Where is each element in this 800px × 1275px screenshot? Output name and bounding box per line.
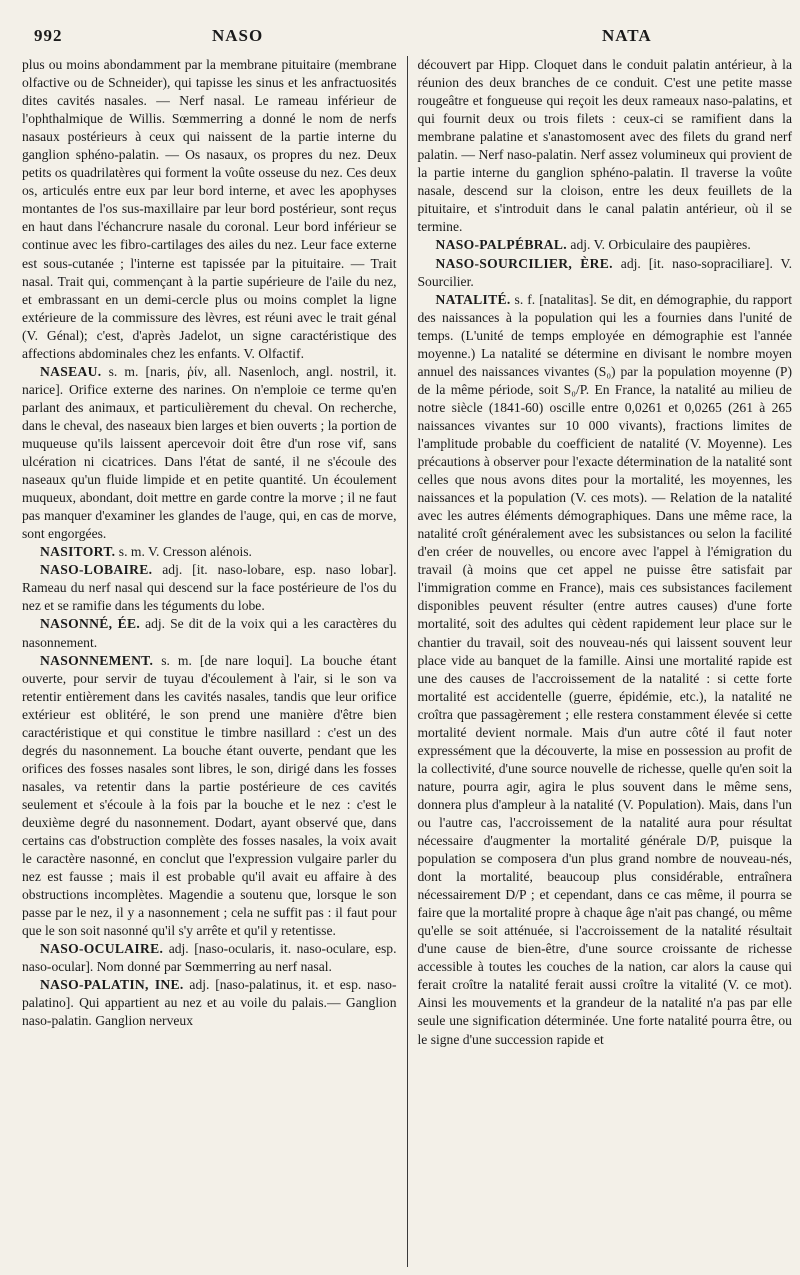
entry-body: adj. [it. naso-lobare, esp. naso lobar]. Rameau du nerf nasal qui descend sur la face postérieure de l'os du nez et se ramifie dans les téguments du lobe. bbox=[22, 562, 397, 614]
entry-natalite bbox=[417, 291, 792, 1049]
left-running-head: NASO bbox=[212, 26, 264, 45]
entry-naso-palatin bbox=[22, 976, 397, 1030]
entry-nasonnement bbox=[22, 652, 397, 941]
entry-naso-sourcilier bbox=[417, 255, 792, 291]
entry-body: s. m. V. Cresson alénois. bbox=[118, 544, 252, 560]
running-header bbox=[22, 0, 788, 44]
left-column bbox=[22, 56, 397, 1267]
right-column bbox=[417, 56, 792, 1267]
entry-nasonne bbox=[22, 615, 397, 651]
headword: NASO-PALATIN, INE. bbox=[40, 977, 184, 993]
entry-naso-lobaire bbox=[22, 561, 397, 615]
headword: NASO-OCULAIRE. bbox=[40, 941, 164, 957]
entry-body: adj. V. Orbiculaire des paupières. bbox=[570, 237, 751, 253]
headword: NASO-PALPÉBRAL. bbox=[435, 237, 567, 253]
entry-body: adj. [naso-palatinus, it. et esp. naso-palatino]. Qui appartient au nez et au voile du palais.— Ganglion naso-palatin. Ganglion nerveux bbox=[22, 977, 397, 1029]
entry-body: adj. [naso-ocularis, it. naso-oculare, esp. naso-ocular]. Nom donné par Sœmmerring au nerf nasal. bbox=[22, 941, 397, 975]
entry-naso-palpebral bbox=[417, 236, 792, 254]
headword: NASONNÉ, ÉE. bbox=[40, 616, 141, 632]
headword: NASO-LOBAIRE. bbox=[40, 562, 153, 578]
two-column-body bbox=[22, 56, 792, 1267]
headword: NASONNEMENT. bbox=[40, 652, 154, 668]
headword: NASEAU. bbox=[40, 363, 102, 379]
entry-body: s. m. [de nare loqui]. La bouche étant ouverte, pour servir de tuyau d'écoulement à l'air, si le son va retentir entièrement dans les cavités nasales, tandis que leur orifice extérieur est oblitéré, le son prend une manière d'être bien caractéristique et qui constitue le timbre nasillard : c'est un des degrés du nasonnement. La bouche étant ouverte, pendant que les orifices des fosses nasales sont libres, le son, dirigé dans les fosses nasales, va retentir dans la partie postérieure de ces cavités seulement et s'écoule à la fois par la bouche et le nez : c'est le deuxième degré du nasonnement. Dodart, ayant observé que, dans certains cas d'obstruction complète des fosses nasales, la voix avait le caractère nasonné, en conclut que l'expression vulgaire parler du nez est fausse ; mais il est probable qu'il avait eu affaire à des obstructions incomplètes. Magendie a soutenu que, lorsque le son passe par le nez, il y a nasonnement ; cela ne suffit pas : il faut pour que le son soit nasonné qu'il s'y arrête et qu'il y retentisse. bbox=[22, 652, 397, 939]
headword: NASITORT. bbox=[40, 544, 116, 560]
column-divider bbox=[407, 56, 408, 1267]
entry-continuation: plus ou moins abondamment par la membrane pituitaire (membrane olfactive ou de Schneider), qui tapisse les sinus et les anfractuosités dites cavités nasales. — Nerf nasal. Le rameau inférieur de l'ophthalmique de Willis. Sœmmerring a donné le nom de nerfs nasaux postérieurs à ceux qui naissent de la partie interne du ganglion sphéno-palatin. — Os nasaux, os propres du nez. Deux petits os quadrilatères qui forment la voûte osseuse du nez. Ces deux os, articulés entre eux par leur bord interne, et avec les apophyses montantes de l'os sus-maxillaire par leur bord postérieur, sont reçus en haut dans l'échancrure nasale du coronal. Leur bord inférieur se continue avec les fibro-cartilages des ailes du nez. Leur face externe est sous-cutanée ; l'interne est tapissée par la pituitaire. — Trait nasal. Trait qui, commençant à la partie supérieure de l'aile du nez, et embrassant en un demi-cercle plus ou moins complet la ligne extérieure de la commissure des lèvres, est réuni avec le trait génal (V. Génal); c'est, d'après Jadelot, un signe caractéristique des affections abdominales chez les enfants. V. Olfactif. bbox=[22, 57, 397, 361]
entry-body: s. f. [natalitas]. Se dit, en démographie, du rapport des naissances à la population qui les a fournies dans l'unité de temps. (L'unité de temps employée en démographie est l'année moyenne.) La natalité se détermine en divisant le nombre moyen annuel des naissances vivantes (S₀) par la population moyenne (P) de la même période, soit S₀/P. En France, la natalité au milieu de notre siècle (1841-60) oscille entre 0,0261 et 0,0265 (261 à 265 naissances vivantes sur 10 000 vivants), fractions limites de l'amplitude probable du coefficient de natalité (V. Moyenne). Les précautions à observer pour l'exacte détermination de la natalité sont celles que nous avons dites pour la mortalité, les moyennes, les naissances et la population (V. ces mots). — Relation de la natalité avec les autres éléments démographiques. Dans une même race, la natalité croît généralement avec les subsistances ou selon la facilité d'en créer de nouvelles, ou encore avec l'appel à l'émigration du travail (à moins que cet appel ne puisse être satisfait par l'immigration comme en France), mais ces subsistances facilement disponibles peuvent résulter (entre autres causes) d'une forte mortalité, soit des adultes qui cèdent rapidement leur place sur le chantier du travail, soit des nouveau-nés qui laissent souvent leur place vide au banquet de la famille. Ainsi une mortalité rapide est une des causes de l'accroissement de la natalité : si cette forte mortalité est accidentelle (guerre, épidémie, etc.), la natalité ne croîtra que passagèrement ; elle restera constamment élevée si cette mortalité devient normale. Mais d'un autre côté il faut noter expressément que la découverte, la mise en possession au profit de la collectivité, d'une source nouvelle de richesse, quelle qu'en soit la nature, pourra agir, agira le plus souvent dans le même sens, donnera plus d'ampleur à la natalité (V. Population). Mais, dans l'un ou l'autre cas, l'accroissement de la natalité aura pour résultat nécessaire d'augmenter la mortalité générale D/P, puisque la population se composera d'un plus grand nombre de nouveau-nés, dont la mortalité, beaucoup plus considérable, entraînera nécessairement D/P ; et cependant, dans ce cas même, il pourra se faire que la mortalité propre à chaque âge n'ait pas changé, ou même qu'elle se soit atténuée, si l'accroissement de la natalité résultait d'une cause de bien-être, d'une source croissante de richesse accessible à toutes les couches de la nation, car alors la cause qui ferait croître la natalité ferait aussi croître la vitalité (V. ce mot). Ainsi les mouvements et la grandeur de la natalité n'a pas par elle seule une signification déterminée. Une forte natalité pourra être, ou le signe d'une succession rapide et bbox=[417, 291, 792, 1047]
entry-body: adj. [it. naso-sopraciliare]. V. Sourcilier. bbox=[417, 255, 792, 289]
entry-naseau bbox=[22, 363, 397, 543]
right-running-head: NATA bbox=[602, 26, 652, 45]
headword: NASO-SOURCILIER, ÈRE. bbox=[435, 255, 613, 271]
entry-body: adj. Se dit de la voix qui a les caractères du nasonnement. bbox=[22, 616, 397, 650]
headword: NATALITÉ. bbox=[435, 291, 511, 307]
page-number: 992 bbox=[34, 26, 63, 45]
entry-naso-oculaire bbox=[22, 940, 397, 976]
entry-body: s. m. [naris, ῥίν, all. Nasenloch, angl. nostril, it. narice]. Orifice externe des narines. On n'emploie ce terme qu'en parlant des animaux, et particulièrement du cheval. On recherche, dans le cheval, des naseaux bien larges et bien ouverts ; la portion de muqueuse qu'ils laissent apercevoir doit être d'un rose vif, sans ulcération ni cicatrices. Dans l'état de santé, il ne s'écoule des naseaux qu'un fluide limpide et en petite quantité. Un écoulement muqueux, abondant, doit mettre en garde contre la morve ; il ne faut pas manquer d'examiner les glandes de l'auge, qui, en cas de morve, sont engorgées. bbox=[22, 363, 397, 542]
entry-nasitort bbox=[22, 543, 397, 561]
entry-continuation: découvert par Hipp. Cloquet dans le conduit palatin antérieur, à la réunion des deux branches de ce conduit. C'est une petite masse rougeâtre et fongueuse qui reçoit les deux rameaux naso-palatins, et qui fournit deux ou trois filets : ceux-ci se ramifient dans la membrane palatine et s'anastomosent avec des filets du grand nerf palatin. — Nerf naso-palatin. Nerf assez volumineux qui provient de la partie interne du ganglion sphéno-palatin. Il traverse la voûte nasale, descend sur la cloison, entre les deux feuillets de la pituitaire, et s'introduit dans le canal palatin antérieur, où il se termine. bbox=[417, 57, 792, 235]
